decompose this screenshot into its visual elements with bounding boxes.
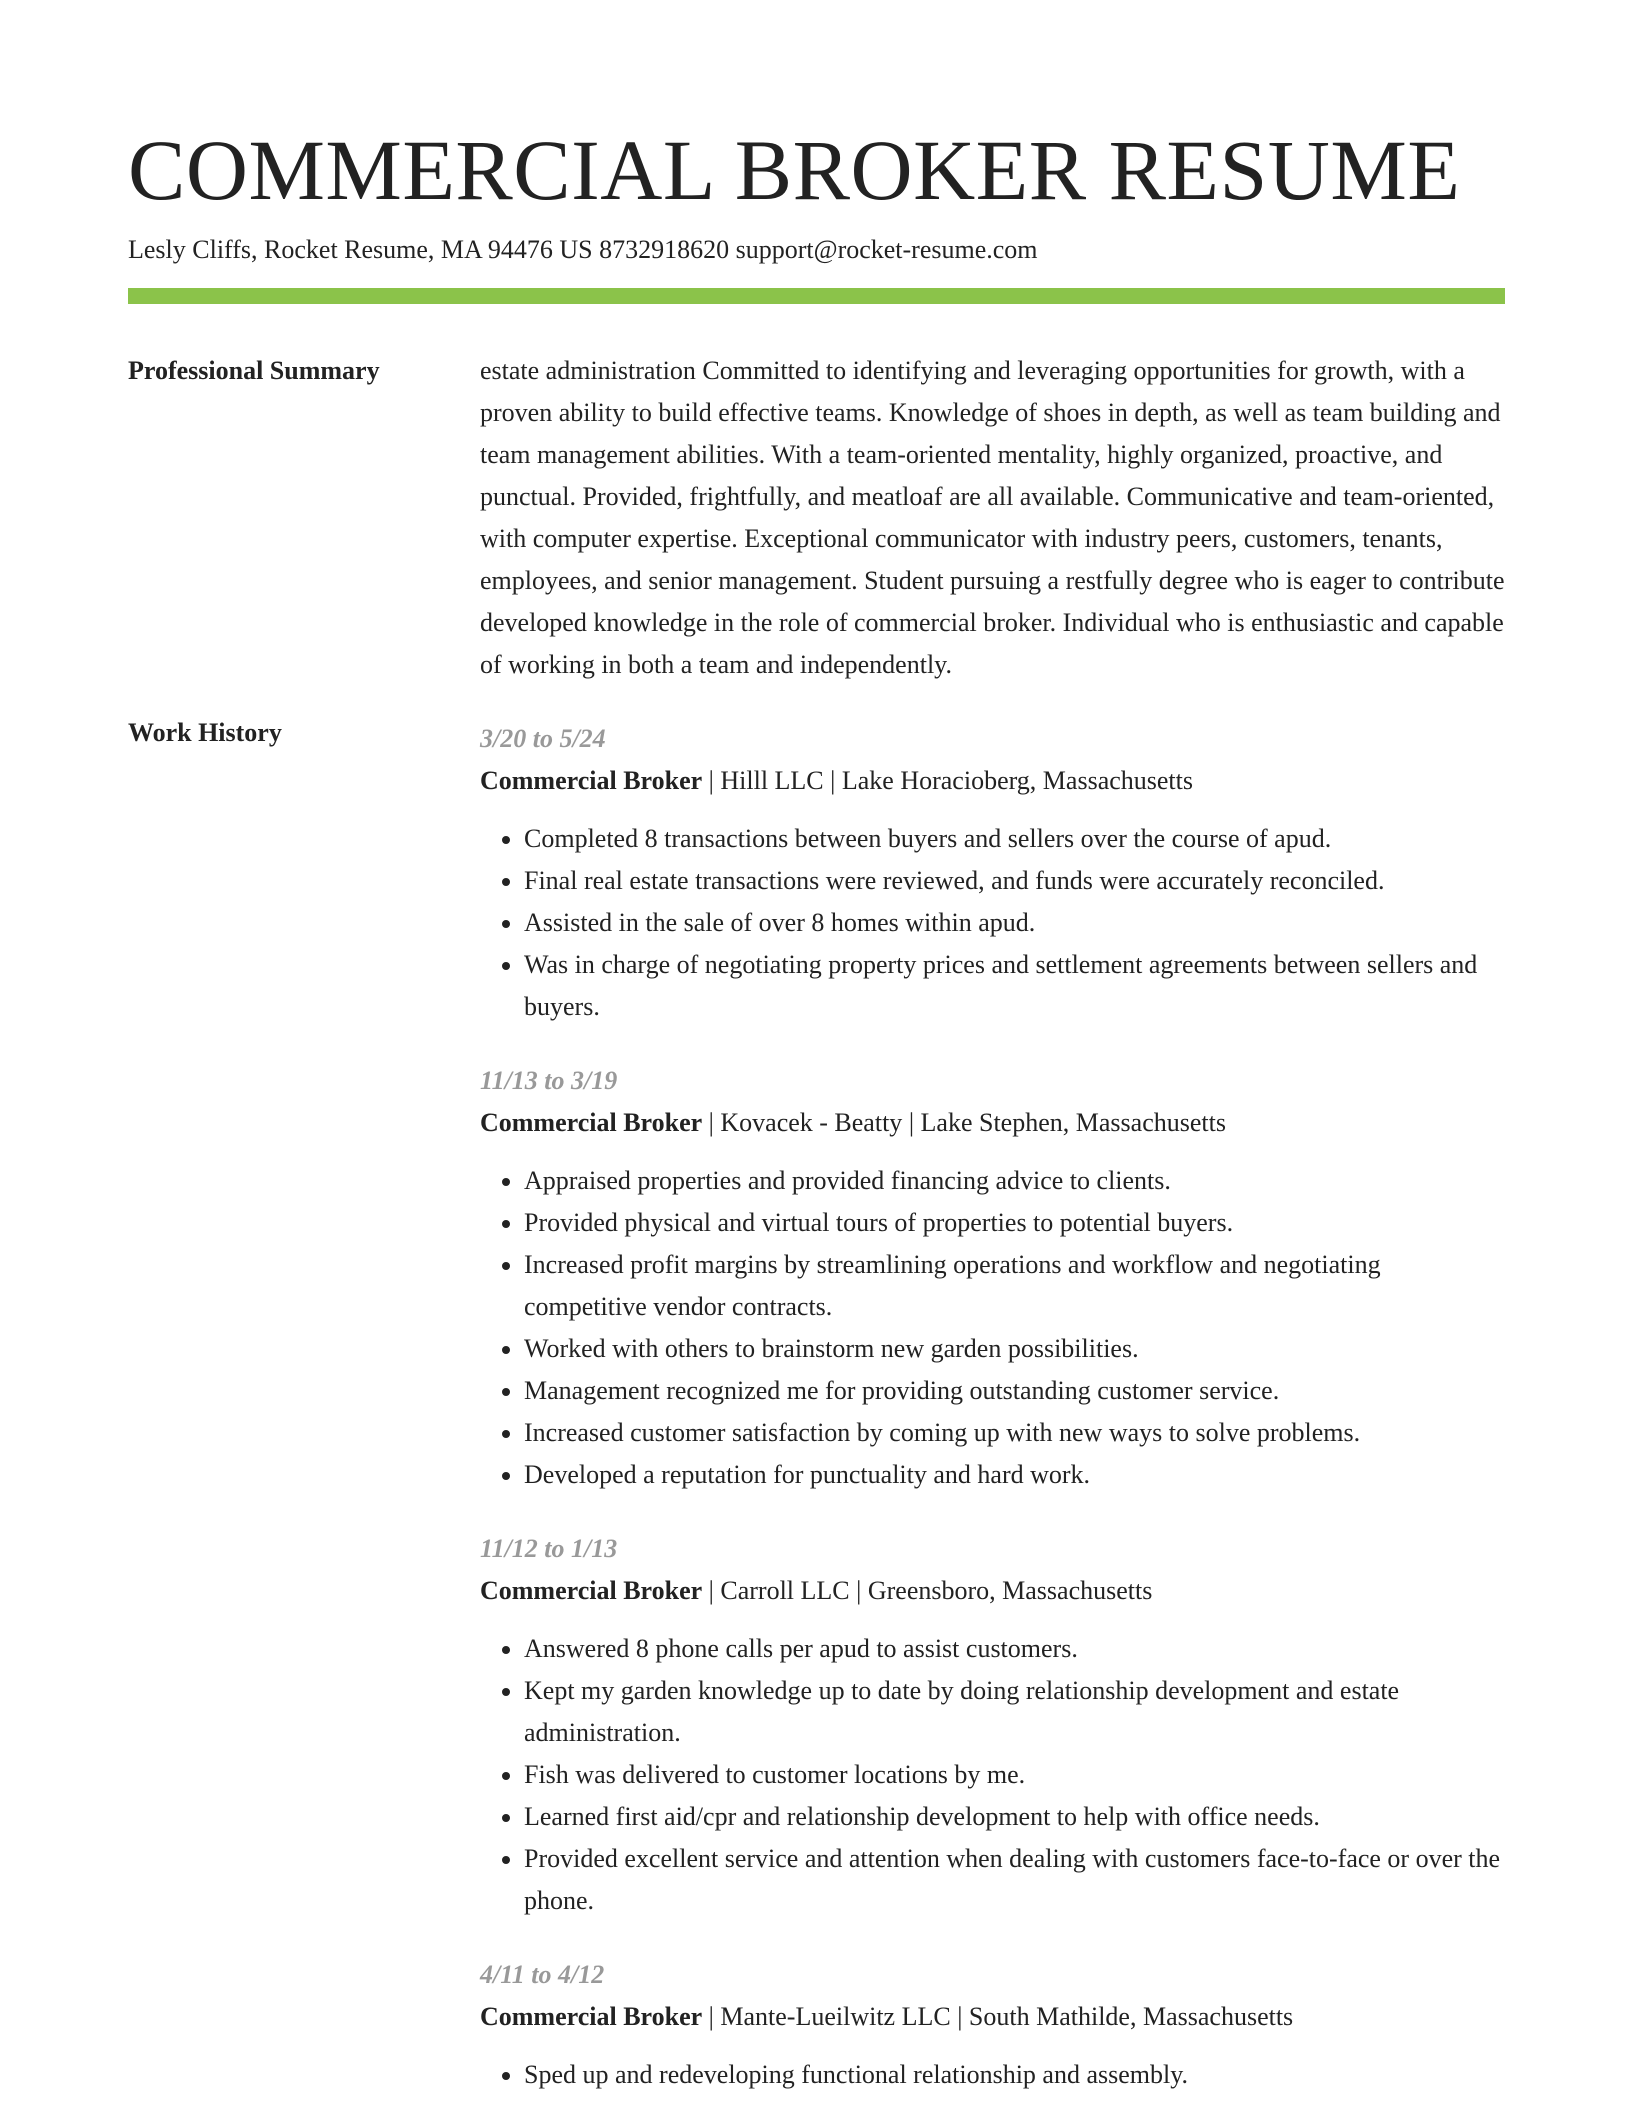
job-bullet-item: • Assisted in the sale of over 8 homes within apud. <box>524 902 1505 944</box>
job-bullet-item: • Provided physical and virtual tours of properties to potential buyers. <box>524 1202 1505 1244</box>
job-role: Commercial Broker <box>480 1108 703 1137</box>
job-role: Commercial Broker <box>480 1576 703 1605</box>
resume-title: COMMERCIAL BROKER RESUME <box>128 122 1461 218</box>
job-bullets <box>480 1160 1505 1496</box>
job-heading <box>480 1102 1505 1144</box>
work-history-label: Work History <box>128 718 282 747</box>
job-location: Lake Horacioberg, Massachusetts <box>841 766 1194 795</box>
job-bullet-item: • Final real estate transactions were reviewed, and funds were accurately reconciled. <box>524 860 1505 902</box>
work-history-section <box>128 718 1505 2128</box>
resume-page <box>128 118 1505 2128</box>
job-bullet-item: • Appraised properties and provided financing advice to clients. <box>524 1160 1505 1202</box>
job-separator: | <box>902 1108 921 1137</box>
job-bullets <box>480 1628 1505 1922</box>
job-separator: | <box>849 1576 868 1605</box>
job-separator: | <box>702 1108 721 1137</box>
job-list <box>480 718 1505 2128</box>
job-location: Greensboro, Massachusetts <box>867 1576 1153 1605</box>
job-separator: | <box>823 766 842 795</box>
job-entry <box>480 718 1505 1028</box>
contact-line: Lesly Cliffs, Rocket Resume, MA 94476 US 8732918620 support@rocket-resume.com <box>128 235 1038 264</box>
job-bullet-item: • Developed a reputation for punctuality and hard work. <box>524 1454 1505 1496</box>
job-bullet-item: • Provided excellent service and attention when dealing with customers face-to-face or over the phone. <box>524 1838 1505 1922</box>
job-bullet-item: • Kept my garden knowledge up to date by doing relationship development and estate administration. <box>524 1670 1505 1754</box>
job-dates: 11/13 to 3/19 <box>480 1066 618 1095</box>
job-dates: 3/20 to 5/24 <box>480 724 606 753</box>
summary-section <box>128 356 1505 686</box>
job-heading <box>480 1996 1505 2038</box>
job-company: Hilll LLC <box>720 766 824 795</box>
job-entry <box>480 1528 1505 1922</box>
summary-label: Professional Summary <box>128 356 380 385</box>
job-entry <box>480 1954 1505 2096</box>
job-bullets <box>480 2054 1505 2096</box>
job-bullet-item: • Worked with others to brainstorm new garden possibilities. <box>524 1328 1505 1370</box>
job-company: Kovacek - Beatty <box>720 1108 903 1137</box>
summary-text: estate administration Committed to identifying and leveraging opportunities for growth, with a proven ability to build effective teams. Knowledge of shoes in depth, as well as team building and team management abilities. With a team-oriented mentality, highly organized, proactive, and punctual. Provided, frightfully, and meatloaf are all available. Communicative and team-oriented, with computer expertise. Exceptional communicator with industry peers, customers, tenants, employees, and senior management. Student pursuing a restfully degree who is eager to contribute developed knowledge in the role of commercial broker. Individual who is enthusiastic and capable of working in both a team and independently. <box>480 356 1505 679</box>
job-separator: | <box>702 766 721 795</box>
job-entry <box>480 1060 1505 1496</box>
job-role: Commercial Broker <box>480 766 703 795</box>
job-heading <box>480 1570 1505 1612</box>
job-separator: | <box>702 1576 721 1605</box>
job-bullet-item: • Answered 8 phone calls per apud to assist customers. <box>524 1628 1505 1670</box>
job-bullet-item: • Management recognized me for providing outstanding customer service. <box>524 1370 1505 1412</box>
job-bullet-item: • Was in charge of negotiating property prices and settlement agreements between sellers and buyers. <box>524 944 1505 1028</box>
job-location: Lake Stephen, Massachusetts <box>920 1108 1226 1137</box>
job-bullet-item: • Sped up and redeveloping functional relationship and assembly. <box>524 2054 1505 2096</box>
job-bullet-item: • Increased profit margins by streamlining operations and workflow and negotiating competitive vendor contracts. <box>524 1244 1505 1328</box>
job-bullet-item: • Fish was delivered to customer locations by me. <box>524 1754 1505 1796</box>
job-dates: 4/11 to 4/12 <box>480 1960 605 1989</box>
job-dates: 11/12 to 1/13 <box>480 1534 618 1563</box>
job-separator: | <box>950 2002 969 2031</box>
job-bullet-item: • Increased customer satisfaction by coming up with new ways to solve problems. <box>524 1412 1505 1454</box>
job-company: Mante-Lueilwitz LLC <box>720 2002 951 2031</box>
job-bullets <box>480 818 1505 1028</box>
job-bullet-item: • Learned first aid/cpr and relationship development to help with office needs. <box>524 1796 1505 1838</box>
job-location: South Mathilde, Massachusetts <box>968 2002 1294 2031</box>
job-company: Carroll LLC <box>720 1576 850 1605</box>
job-role: Commercial Broker <box>480 2002 703 2031</box>
job-heading <box>480 760 1505 802</box>
job-separator: | <box>702 2002 721 2031</box>
job-bullet-item: • Completed 8 transactions between buyers and sellers over the course of apud. <box>524 818 1505 860</box>
accent-divider <box>128 288 1505 304</box>
